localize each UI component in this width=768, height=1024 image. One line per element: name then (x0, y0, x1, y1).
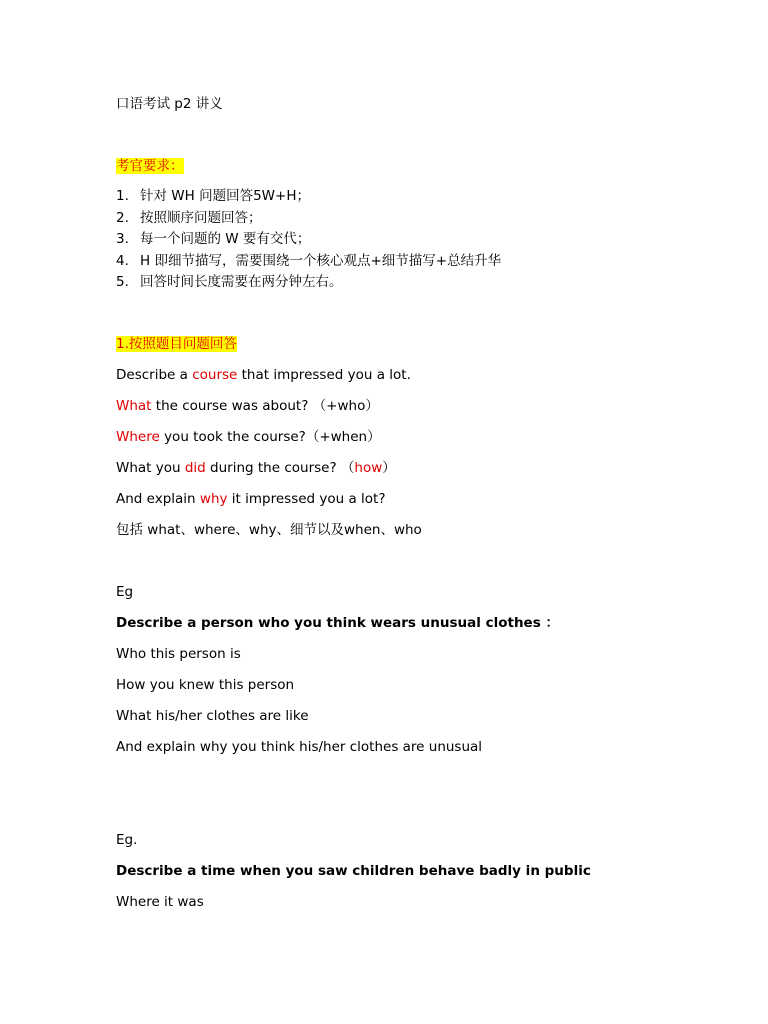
example-question (116, 490, 386, 508)
list-number: 5. (116, 274, 129, 290)
text-run: ） (382, 460, 396, 476)
keyword-where: Where (116, 429, 160, 445)
keyword-why: why (199, 491, 228, 507)
example-item: How you knew this person (116, 677, 295, 693)
section-heading-answer-order (116, 335, 237, 353)
text-run: it impressed you a lot? (227, 491, 386, 507)
list-number: 4. (116, 253, 129, 269)
example-prompt (116, 366, 411, 384)
eg-label: Eg. (116, 832, 138, 848)
document-title: 口语考试 p2 讲义 (116, 96, 223, 112)
highlighted-heading: 考官要求： (116, 158, 184, 174)
example-item: And explain why you think his/her clothes are unusual (116, 739, 483, 755)
keyword-what: What (116, 398, 152, 414)
keyword-course: course (192, 367, 238, 383)
example-item: What his/her clothes are like (116, 708, 309, 724)
example-item: Who this person is (116, 646, 241, 662)
example-title: Describe a time when you saw children behave badly in public (116, 863, 591, 879)
text-run: Describe a (116, 367, 193, 383)
list-text: 每一个问题的 W 要有交代； (140, 231, 311, 247)
text-run: you took the course?（+when） (159, 429, 381, 445)
list-item (116, 230, 310, 248)
list-item (116, 187, 310, 205)
list-text: 按照顺序问题回答； (140, 210, 262, 226)
list-text: H 即细节描写，需要围绕一个核心观点+细节描写+总结升华 (140, 253, 502, 269)
section-heading-requirements (116, 157, 184, 175)
example-question (116, 397, 379, 415)
list-item (116, 273, 343, 291)
keyword-did: did (184, 460, 206, 476)
text-run: What you (116, 460, 185, 476)
example-note: 包括 what、where、why、细节以及when、who (116, 522, 422, 538)
example-item: Where it was (116, 894, 204, 910)
keyword-how: how (354, 460, 383, 476)
list-text: 回答时间长度需要在两分钟左右。 (140, 274, 343, 290)
text-run: that impressed you a lot. (237, 367, 411, 383)
text-run: And explain (116, 491, 200, 507)
example-question (116, 428, 381, 446)
list-item (116, 252, 501, 270)
list-number: 2. (116, 210, 129, 226)
text-run: during the course? （ (205, 460, 355, 476)
text-run: the course was about? （+who） (151, 398, 379, 414)
highlighted-heading: 1.按照题目问题回答 (116, 336, 237, 352)
example-title: Describe a person who you think wears unusual clothes ： (116, 615, 559, 631)
list-text: 针对 WH 问题回答5W+H； (140, 188, 310, 204)
list-item (116, 209, 262, 227)
eg-label: Eg (116, 584, 134, 600)
list-number: 1. (116, 188, 129, 204)
list-number: 3. (116, 231, 129, 247)
example-question (116, 459, 396, 477)
